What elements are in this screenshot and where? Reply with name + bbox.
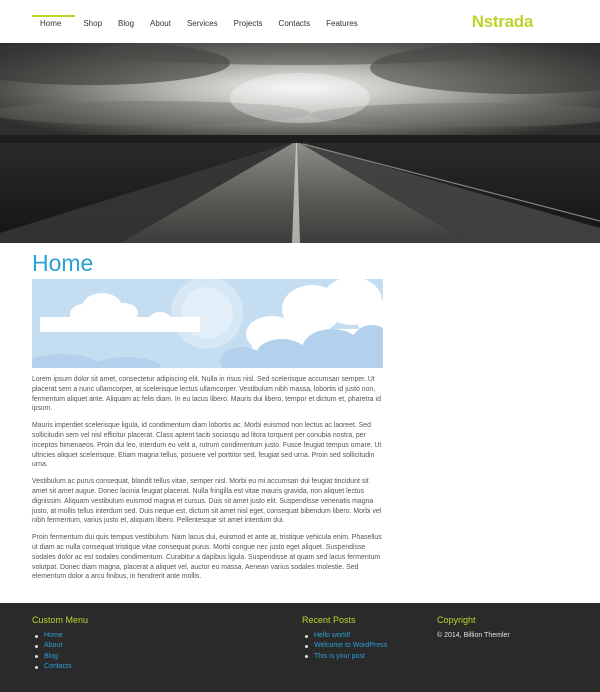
nav-item-home[interactable]: Home — [32, 0, 75, 43]
site-header — [0, 0, 600, 43]
nav-item-contacts[interactable]: Contacts — [278, 19, 311, 28]
recent-post-link[interactable]: This is your post — [302, 652, 387, 662]
footer-recent-posts-list — [302, 631, 387, 662]
feature-image-clouds — [32, 279, 383, 368]
nav-item-projects[interactable]: Projects — [233, 19, 263, 28]
footer-link-contacts[interactable]: Contacts — [32, 662, 88, 672]
page-title: Home — [32, 250, 94, 276]
nav-item-services[interactable]: Services — [186, 19, 218, 28]
site-footer — [0, 603, 600, 692]
nav-item-features[interactable]: Features — [326, 19, 358, 28]
footer-link-about[interactable]: About — [32, 641, 88, 651]
content-paragraph: Proin fermentum dui quis tempus vestibulum. Nam lacus dui, euismod et ante at, tristique vehicula enim. Phasellus ut diam ac nulla consequat tristique vitae consequat purus. Morbi congue nec justo eget aliquet. Suspendisse sodales dolor ac est sodales condimentum. Curabitur a dapibus ligula. Suspendisse at quam sed lacus fermentum volutpat. Donec diam magna, placerat a aliquet vel, auctor eu massa. Aenean varius sodales molestie. Sed elementum dolor a arcu finibus, in hendrerit ante mollis. — [32, 534, 382, 581]
main-nav — [32, 0, 366, 43]
footer-custom-menu-title: Custom Menu — [32, 615, 89, 625]
site-logo[interactable]: Nstrada — [471, 12, 533, 31]
hero-image — [0, 43, 600, 243]
footer-custom-menu — [32, 615, 88, 673]
footer-copyright — [437, 615, 510, 641]
recent-post-link[interactable]: Welcome to WordPress — [302, 641, 387, 651]
footer-link-blog[interactable]: Blog — [32, 652, 88, 662]
footer-recent-posts-title: Recent Posts — [302, 615, 356, 625]
footer-custom-menu-list — [32, 631, 88, 673]
content-paragraph: Mauris imperdiet scelerisque ligula, id condimentum diam lobortis ac. Morbi euismod non lectus ac laoreet. Sed sollicitudin sem vel nisl efficitur placerat. Class aptent taciti sociosqu ad litora torquent per conubia nostra, per inceptos himenaeos. Proin dui leo, interdum eu velit a, rutrum condimentum justo. Fusce feugiat tempus ornare. Ut ultricies aliquet scelerisque. Etiam magna tellus, posuere vel porttitor sed, feugiat sed urna. Proin sed sollicitudin urna. — [32, 422, 382, 469]
nav-item-about[interactable]: About — [150, 19, 171, 28]
nav-item-blog[interactable]: Blog — [118, 19, 135, 28]
page-content — [32, 375, 385, 589]
footer-link-home[interactable]: Home — [32, 631, 88, 641]
nav-item-shop[interactable]: Shop — [83, 19, 103, 28]
footer-copyright-title: Copyright — [437, 615, 476, 625]
content-paragraph: Lorem ipsum dolor sit amet, consectetur adipiscing elit. Nulla in risus nisl. Sed scelerisque accumsan semper. Ut placerat sem a nunc ullamcorper, at scelerisque lectus ullamcorper. Vestibulum nibh massa, lobortis id justo non, fermentum aliquet ante. Aliquam ac felis diam. In eu lacus libero. Mauris dui libero, tempor et dictum et, pharetra id ipsum. — [32, 376, 381, 413]
copyright-text: © 2014, Billion Themler — [437, 632, 510, 639]
recent-post-link[interactable]: Hello world! — [302, 631, 387, 641]
content-paragraph: Vestibulum ac purus consequat, blandit tellus vitae, semper nisl. Morbi eu mi accumsan dui feugiat tincidunt sit amet sit amet augue. Donec lacinia feugiat placerat. Nulla fringilla est vitae mauris gravida, non aliquet lectus dignissim. Aliquam vestibulum euismod magna et cursus. Duis sit amet justo elit. Suspendisse venenatis magna justo, at mollis tellus interdum sed. Duis neque est, dictum sit amet nisl eget, consequat bibendum libero. Morbi vel nibh fermentum, varius justo et, aliquam libero. Pellentesque sit amet interdum dui. — [32, 478, 382, 525]
footer-recent-posts — [302, 615, 387, 662]
